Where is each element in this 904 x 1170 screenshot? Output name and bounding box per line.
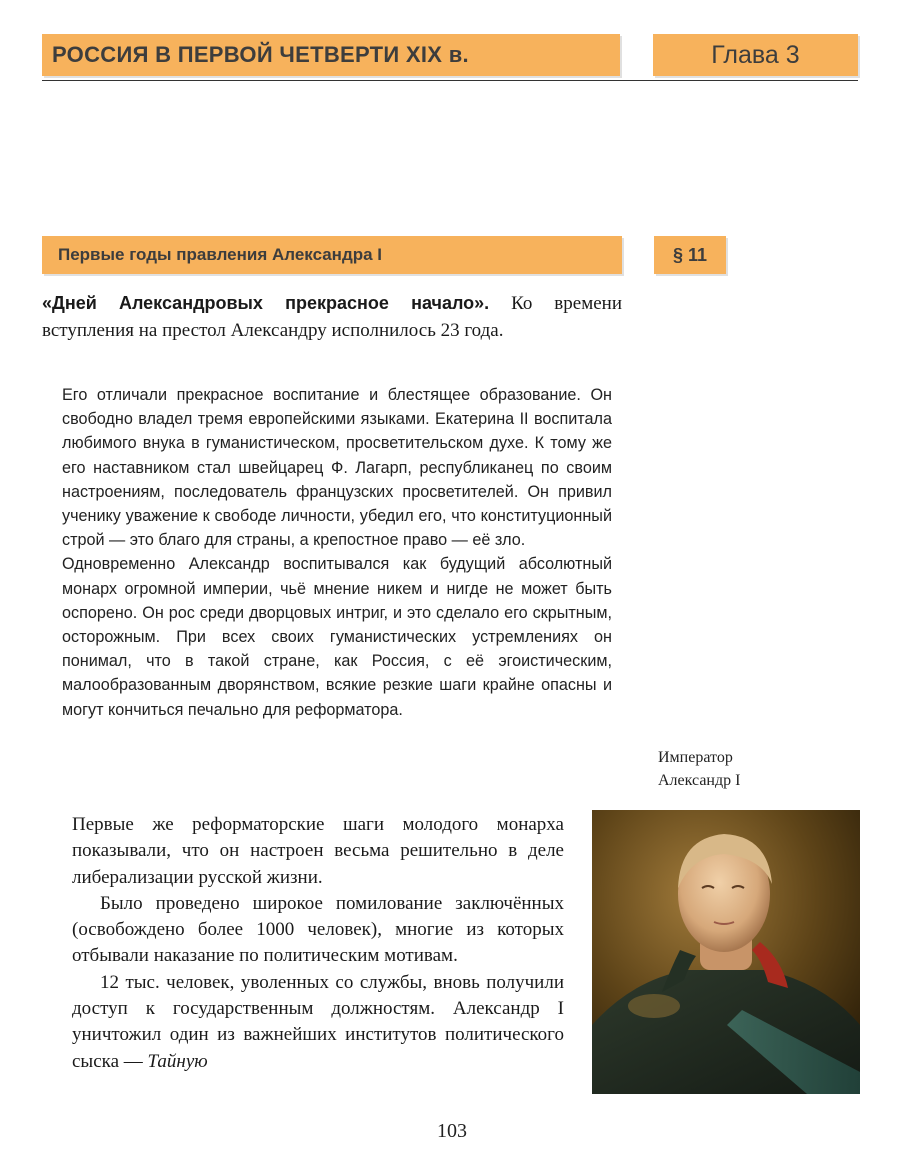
body-paragraph: Было проведено широкое помилование заключённых (освобождено более 1000 человек), многие из которых отбывали наказание по политическим мотивам. [72, 892, 564, 967]
intro-paragraph [42, 290, 622, 344]
chapter-title: РОССИЯ В ПЕРВОЙ ЧЕТВЕРТИ XIX в. [52, 42, 469, 67]
section-number-bar [654, 236, 726, 274]
main-text [72, 812, 564, 1075]
body-paragraph: Первые же реформаторские шаги молодого монарха показывали, что он настроен весьма решительно в деле либерализации русской жизни. [72, 814, 564, 888]
aside-paragraph: Одновременно Александр воспитывался как будущий абсолютный монарх огромной империи, чьё мнение никем и нигде не может быть оспорено. Он рос среди дворцовых интриг, и это сделало его скрытным, осторожным. При всех своих гуманистических устремлениях он понимал, что в такой стране, как Россия, с её эгоистическим, малообразованным дворянством, всякие резкие шаги крайне опасны и могут кончиться печально для реформатора. [62, 555, 612, 719]
caption-line: Александр I [658, 772, 741, 789]
header-divider [42, 80, 858, 81]
aside-paragraph: Его отличали прекрасное воспитание и блестящее образование. Он свободно владел тремя европейскими языками. Екатерина II воспитала любимого внука в гуманистическом, просветительском духе. К тому же его наставником стал швейцарец Ф. Лагарп, республиканец по своим настроениям, последователь французских просветителей. Он привил ученику уважение к свободе личности, убедил его, что конституционный строй — это благо для страны, а крепостное право — её зло. [62, 386, 612, 550]
caption-line: Император [658, 749, 733, 766]
body-paragraph [72, 970, 564, 1075]
figure-caption [658, 746, 858, 792]
section-number: § 11 [672, 244, 708, 265]
page-number: 103 [437, 1120, 467, 1142]
chapter-title-bar [42, 34, 620, 76]
aside-block [62, 383, 612, 722]
italic-term: Тайную [147, 1050, 208, 1072]
intro-heading: «Дней Александровых прекрасное начало». [42, 293, 490, 313]
intro-text: Ко времени вступления на престол Александру исполнилось 23 года. [42, 293, 622, 341]
section-title-bar [42, 236, 622, 274]
portrait-image [592, 810, 860, 1094]
chapter-label-bar [653, 34, 858, 76]
portrait-epaulette [628, 994, 680, 1018]
section-title: Первые годы правления Александра I [58, 245, 383, 264]
body-text: 12 тыс. человек, уволенных со службы, вновь получили доступ к государственным должностям. Александр I уничтожил один из важнейших институтов политического сыска — [72, 971, 564, 1072]
chapter-label: Глава 3 [711, 40, 800, 69]
